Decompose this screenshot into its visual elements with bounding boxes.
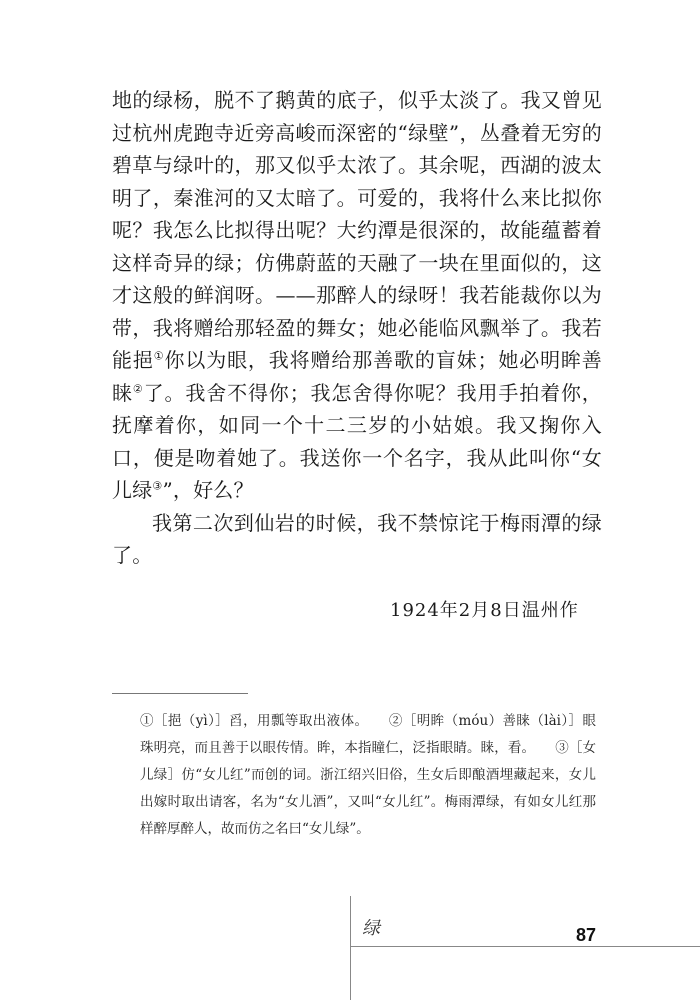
paragraph-1 [112, 84, 602, 507]
footnotes-block [140, 708, 596, 843]
date-signature: 1924年2月8日温州作 [390, 600, 579, 621]
footnote-marker-3: ③ [152, 479, 163, 493]
footnote-marker-2: ② [132, 381, 144, 395]
footer-vertical-rule [350, 896, 351, 1000]
page-number: 87 [576, 925, 597, 945]
paragraph-1-text-d: ”，好么？ [162, 478, 254, 502]
footnote-3: ③［女儿绿］仿“女儿红”而创的词。浙江绍兴旧俗，生女后即酿酒埋藏起来，女儿出嫁时取出请客，名为“女儿酒”，又叫“女儿红”。梅雨潭绿，有如女儿红那样醉厚醉人，故而仿之名曰“女儿绿”。 [140, 740, 596, 837]
paragraph-1-text-a: 地的绿杨，脱不了鹅黄的底子，似乎太淡了。我又曾见过杭州虎跑寺近旁高峻而深密的“绿壁”，丛叠着无穷的碧草与绿叶的，那又似乎太浓了。其余呢，西湖的波太明了，秦淮河的又太暗了。可爱的，我将什么来比拟你呢？我怎么比拟得出呢？大约潭是很深的，故能蕴蓄着这样奇异的绿；仿佛蔚蓝的天融了一块在里面似的，这才这般的鲜润呀。——那醉人的绿呀！我若能裁你以为带，我将赠给那轻盈的舞女；她必能临风飘举了。我若能挹 [112, 88, 602, 372]
paragraph-1-text-c: 了。我舍不得你；我怎舍得你呢？我用手拍着你，抚摩着你，如同一个十二三岁的小姑娘。我又掬你入口，便是吻着她了。我送你一个名字，我从此叫你“女儿绿 [112, 380, 603, 502]
footnote-divider [112, 693, 248, 694]
main-text [112, 84, 602, 572]
paragraph-1-text-b: 你以为眼，我将赠给那善歌的盲妹；她必明眸善睐 [112, 348, 602, 405]
footnote-2: ②［明眸（móu）善睐（lài）］眼珠明亮，而且善于以眼传情。眸，本指瞳仁，泛指眼睛。睐，看。 [140, 713, 596, 756]
footnotes [140, 708, 596, 843]
footer-horizontal-rule [350, 946, 700, 947]
footnote-marker-1: ① [153, 349, 165, 363]
paragraph-2: 我第二次到仙岩的时候，我不禁惊诧于梅雨潭的绿了。 [112, 510, 602, 567]
footer-chapter-title: 绿 [362, 918, 380, 939]
footnote-1: ①［挹（yì）］舀，用瓢等取出液体。 [140, 713, 369, 729]
